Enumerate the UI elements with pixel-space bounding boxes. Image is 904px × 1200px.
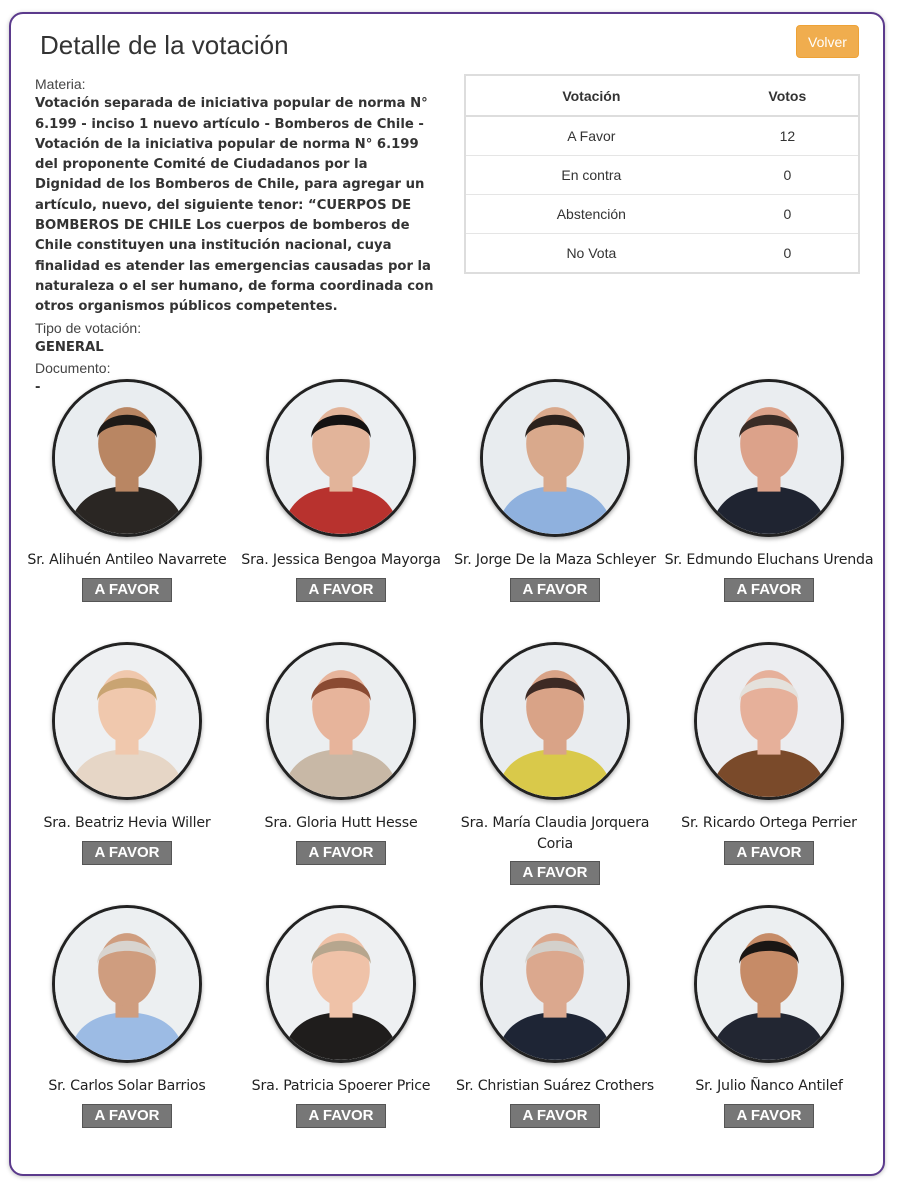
page-title: Detalle de la votación: [40, 30, 289, 60]
documento-label: Documento:: [35, 360, 111, 377]
tipo-value: GENERAL: [35, 339, 104, 355]
member-name: Sra. Jessica Bengoa Mayorga: [241, 552, 441, 568]
member-photo: [52, 642, 202, 800]
member-card: [662, 642, 876, 865]
member-card: [234, 379, 448, 602]
portrait-image: [269, 382, 413, 534]
portrait-image: [697, 645, 841, 797]
back-button[interactable]: Volver: [796, 25, 859, 58]
vote-badge: A FAVOR: [724, 578, 814, 602]
vote-option: Abstención: [465, 195, 717, 234]
member-name: Sr. Ricardo Ortega Perrier: [681, 815, 857, 831]
documento-value: -: [35, 380, 41, 396]
vote-badge: A FAVOR: [82, 841, 172, 865]
portrait-image: [483, 908, 627, 1060]
member-card: [662, 905, 876, 1128]
portrait-image: [269, 908, 413, 1060]
member-card: [662, 379, 876, 602]
vote-badge: A FAVOR: [510, 1104, 600, 1128]
portrait-image: [55, 645, 199, 797]
portrait-image: [55, 382, 199, 534]
vote-count: 0: [717, 234, 859, 274]
member-name: Sra. Gloria Hutt Hesse: [264, 815, 418, 831]
vote-badge: A FAVOR: [82, 1104, 172, 1128]
table-row: [465, 195, 859, 234]
member-name: Sr. Julio Ñanco Antilef: [695, 1078, 843, 1094]
member-card: [20, 642, 234, 865]
tipo-label: Tipo de votación:: [35, 319, 142, 336]
member-photo: [52, 379, 202, 537]
portrait-image: [697, 908, 841, 1060]
member-card: [234, 642, 448, 865]
member-card: [20, 905, 234, 1128]
vote-badge: A FAVOR: [510, 861, 600, 885]
member-card: [448, 642, 662, 885]
table-row: [465, 156, 859, 195]
portrait-image: [483, 645, 627, 797]
member-name: Sra. Patricia Spoerer Price: [251, 1078, 431, 1094]
member-name: Sr. Carlos Solar Barrios: [48, 1078, 206, 1094]
member-photo: [694, 379, 844, 537]
member-photo: [480, 379, 630, 537]
member-photo: [52, 905, 202, 1063]
member-name: Sr. Jorge De la Maza Schleyer: [454, 552, 656, 568]
portrait-image: [697, 382, 841, 534]
member-photo: [480, 905, 630, 1063]
vote-badge: A FAVOR: [82, 578, 172, 602]
vote-badge: A FAVOR: [724, 1104, 814, 1128]
member-name: Sra. Beatriz Hevia Willer: [43, 815, 211, 831]
materia-value: Votación separada de iniciativa popular de norma N° 6.199 - inciso 1 nuevo artículo - Bomberos de Chile - Votación de la iniciativa popular de norma N° 6.199 del proponente Comité de Ciudadanos por la Dignidad de los Bomberos de Chile, para agregar un artículo, nuevo, del siguiente tenor: “CUERPOS DE BOMBEROS DE CHILE Los cuerpos de bomberos de Chile constituyen una institución nacional, cuya finalidad es atender las emergencias causadas por la naturaleza o el ser humano, de forma coordinada con otros organismos públicos competentes.: [35, 96, 434, 315]
member-photo: [694, 642, 844, 800]
vote-badge: A FAVOR: [296, 578, 386, 602]
vote-summary-table: [464, 74, 860, 274]
member-photo: [266, 379, 416, 537]
vote-badge: A FAVOR: [724, 841, 814, 865]
vote-option: En contra: [465, 156, 717, 195]
materia-label: Materia:: [35, 76, 86, 92]
vote-badge: A FAVOR: [296, 1104, 386, 1128]
member-name: Sra. María Claudia Jorquera Coria: [460, 815, 650, 852]
member-name: Sr. Christian Suárez Crothers: [455, 1078, 655, 1094]
column-header-votacion: Votación: [465, 75, 717, 116]
portrait-image: [269, 645, 413, 797]
member-card: [20, 379, 234, 602]
vote-count: 12: [717, 116, 859, 156]
vote-badge: A FAVOR: [510, 578, 600, 602]
member-name: Sr. Edmundo Eluchans Urenda: [664, 552, 874, 568]
member-photo: [266, 905, 416, 1063]
member-card: [448, 905, 662, 1128]
column-header-votos: Votos: [717, 75, 859, 116]
member-photo: [480, 642, 630, 800]
vote-count: 0: [717, 156, 859, 195]
member-photo: [694, 905, 844, 1063]
vote-option: No Vota: [465, 234, 717, 274]
portrait-image: [55, 908, 199, 1060]
portrait-image: [483, 382, 627, 534]
member-photo: [266, 642, 416, 800]
member-card: [234, 905, 448, 1128]
table-row: [465, 116, 859, 156]
vote-badge: A FAVOR: [296, 841, 386, 865]
vote-count: 0: [717, 195, 859, 234]
vote-info: [35, 74, 435, 399]
member-name: Sr. Alihuén Antileo Navarrete: [27, 552, 227, 568]
table-header-row: [465, 75, 859, 116]
table-row: [465, 234, 859, 274]
member-card: [448, 379, 662, 602]
vote-option: A Favor: [465, 116, 717, 156]
